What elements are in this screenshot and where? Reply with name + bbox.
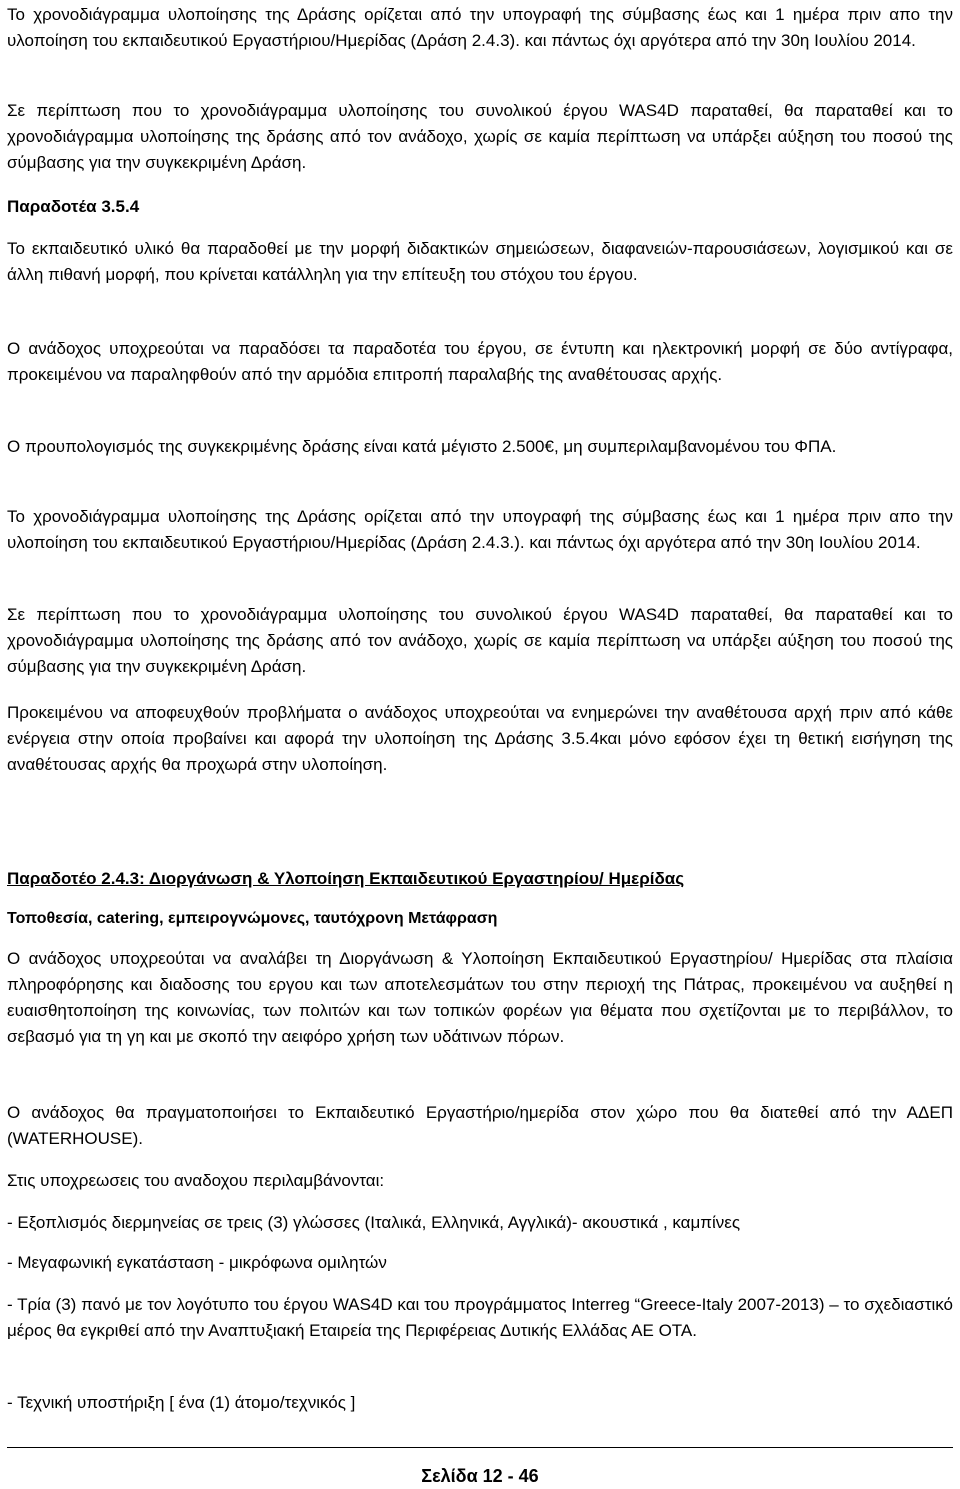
paragraph-schedule-repeat: Το χρονοδιάγραμμα υλοποίησης της Δράσης ορίζεται από την υπογραφή της σύμβασης έως και 1 ημέρα πριν απο την υλοποίηση του εκπαιδευτικού Εργαστήριου/Ημερίδας (Δράση 2.4.3.). και πάντως όχι αργότερα από την 30η Ιουλίου 2014. <box>7 507 953 552</box>
paragraph-obligations-intro: Στις υποχρεωσεις του αναδοχου περιλαμβάνονται: <box>7 1171 385 1190</box>
heading-deliverable-2-4-3: Παραδοτέο 2.4.3: Διοργάνωση & Υλοποίηση Εκπαιδευτικού Εργαστηρίου/ Ημερίδας <box>7 869 685 888</box>
footer-divider <box>7 1447 953 1448</box>
paragraph-workshop-venue: Ο ανάδοχος θα πραγματοποιήσει το Εκπαιδευτικό Εργαστήριο/ημερίδα στον χώρο που θα διατεθεί από την ΑΔΕΠ (WATERHOUSE). <box>7 1103 953 1148</box>
paragraph-budget: Ο προυπολογισμός της συγκεκριμένης δράσης είναι κατά μέγιστο 2.500€, μη συμπεριλαμβανομένου του ΦΠΑ. <box>7 437 837 456</box>
paragraph-extension: Σε περίπτωση που το χρονοδιάγραμμα υλοποίησης του συνολικού έργου WAS4D παραταθεί, θα παραταθεί και το χρονοδιάγραμμα υλοποίησης της δράσης από τον ανάδοχο, χωρίς σε καμία περίπτωση να υπάρξει αύξηση του ποσού της σύμβασης για την συγκεκριμένη Δράση. <box>7 101 953 172</box>
subheading-location-catering: Τοποθεσία, catering, εμπειρογνώμονες, ταυτόχρονη Μετάφραση <box>7 910 498 927</box>
list-item-technical-support: - Τεχνική υποστήριξη [ ένα (1) άτομο/τεχνικός ] <box>7 1393 356 1412</box>
paragraph-educational-material: Το εκπαιδευτικό υλικό θα παραδοθεί με την μορφή διδακτικών σημειώσεων, διαφανειών-παρουσιάσεων, λογισμικού και σε άλλη πιθανή μορφή, που κρίνεται κατάλληλη για την επίτευξη του στόχου του έργου. <box>7 239 953 284</box>
paragraph-delivery-obligation: Ο ανάδοχος υποχρεούται να παραδόσει τα παραδοτέα του έργου, σε έντυπη και ηλεκτρονική μορφή σε δύο αντίγραφα, προκειμένου να παραληφθούν από την αρμόδια επιτροπή παραλαβής της αναθέτουσας αρχής. <box>7 339 953 384</box>
list-item-sound-system: - Μεγαφωνική εγκατάσταση - μικρόφωνα ομιλητών <box>7 1253 387 1272</box>
list-item-interpretation: - Εξοπλισμός διερμηνείας σε τρεις (3) γλώσσες (Ιταλικά, Ελληνικά, Αγγλικά)- ακουστικά , καμπίνες <box>7 1213 741 1232</box>
paragraph-schedule: Το χρονοδιάγραμμα υλοποίησης της Δράσης ορίζεται από την υπογραφή της σύμβασης έως και 1 ημέρα πριν απο την υλοποίηση του εκπαιδευτικού Εργαστήριου/Ημερίδας (Δράση 2.4.3). και πάντως όχι αργότερα από την 30η Ιουλίου 2014. <box>7 5 953 50</box>
paragraph-workshop-organization: Ο ανάδοχος υποχρεούται να αναλάβει τη Διοργάνωση & Υλοποίηση Εκπαιδευτικού Εργαστηρίου/ Ημερίδας στα πλαίσια πληροφόρησης και διαδοσης του εργου και των αποτελεσμάτων του στην περιοχή της Πάτρας, προκειμένου να αυξηθεί η ευαισθητοποίηση της κοινωνίας, των πολιτών και των τοπικών φορέων για θέματα που σχετίζονται με το περιβάλλον, το σεβασμό για τη γη και με σκοπό την αειφόρο χρήση των υδάτινων πόρων. <box>7 949 953 1046</box>
paragraph-extension-repeat: Σε περίπτωση που το χρονοδιάγραμμα υλοποίησης του συνολικού έργου WAS4D παραταθεί, θα παραταθεί και το χρονοδιάγραμμα υλοποίησης της δράσης από τον ανάδοχο, χωρίς σε καμία περίπτωση να υπάρξει αύξηση του ποσού της σύμβασης για την συγκεκριμένη Δράση. <box>7 605 953 676</box>
page-number: Σελίδα 12 - 46 <box>421 1466 539 1486</box>
heading-deliverables-3-5-4: Παραδοτέα 3.5.4 <box>7 197 140 216</box>
paragraph-authority-notice: Προκειμένου να αποφευχθούν προβλήματα ο ανάδοχος υποχρεούται να ενημερώνει την αναθέτουσα αρχή πριν από κάθε ενέργεια στην οποία προβαίνει και αφορά την υλοποίηση της Δράσης 3.5.4και μόνο εφόσον έχει τη θετική εισήγηση της αναθέτουσας αρχής θα προχωρά στην υλοποίηση. <box>7 703 953 774</box>
list-item-banners: - Τρία (3) πανό με τον λογότυπο του έργου WAS4D και του προγράμματος Interreg “Greece-Italy 2007-2013) – το σχεδιαστικό μέρος θα εγκριθεί από την Αναπτυξιακή Εταιρεία της Περιφέρειας Δυτικής Ελλάδας ΑΕ ΟΤΑ. <box>7 1295 953 1340</box>
